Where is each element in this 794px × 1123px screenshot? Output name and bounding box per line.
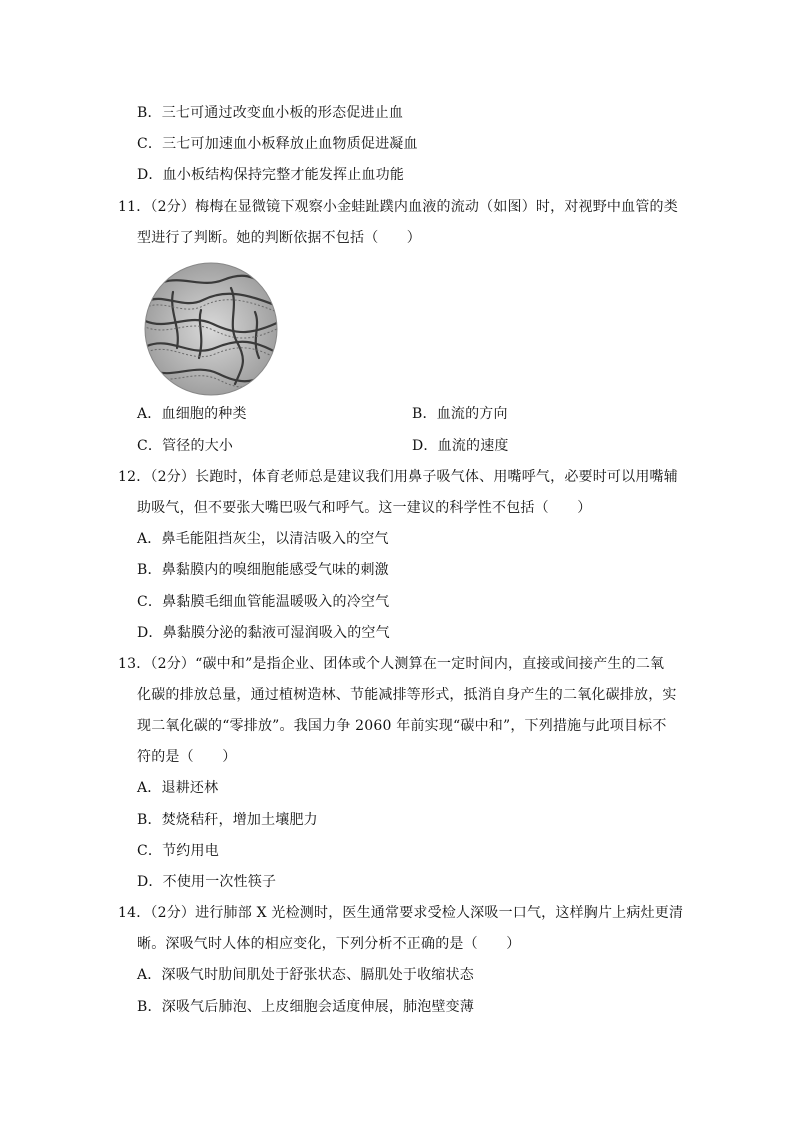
q11-option-a: A．血细胞的种类 <box>137 406 247 422</box>
q11-option-b: B．血流的方向 <box>412 406 508 422</box>
q12-option-b: B．鼻黏膜内的嗅细胞能感受气味的刺激 <box>137 562 389 578</box>
q12-stem-line1: 12．（2分）长跑时，体育老师总是建议我们用鼻子吸气体、用嘴呼气，必要时可以用嘴辅 <box>118 469 678 485</box>
q11-stem-line1: 11．（2分）梅梅在显微镜下观察小金蛙趾蹼内血液的流动（如图）时，对视野中血管的类 <box>118 199 678 215</box>
q14-stem-line2: 晰。深吸气时人体的相应变化，下列分析不正确的是（ ） <box>137 936 521 952</box>
q12-option-d: D．鼻黏膜分泌的黏液可湿润吸入的空气 <box>137 625 390 641</box>
q12-option-c: C．鼻黏膜毛细血管能温暖吸入的冷空气 <box>137 594 390 610</box>
q10-option-d: D．血小板结构保持完整才能发挥止血功能 <box>137 167 405 183</box>
q14-option-a: A．深吸气时肋间肌处于舒张状态、膈肌处于收缩状态 <box>137 967 474 983</box>
q10-option-b: B．三七可通过改变血小板的形态促进止血 <box>137 105 404 121</box>
q12-stem-line2: 助吸气，但不要张大嘴巴吸气和呼气。这一建议的科学性不包括（ ） <box>137 500 592 516</box>
q11-option-c: C．管径的大小 <box>137 438 234 454</box>
q13-stem-line3: 现二氧化碳的“零排放”。我国力争 2060 年前实现“碳中和”，下列措施与此项目标不 <box>137 718 667 734</box>
q10-option-c: C．三七可加速血小板释放止血物质促进凝血 <box>137 136 418 152</box>
q13-option-d: D．不使用一次性筷子 <box>137 874 277 890</box>
q13-stem-line4: 符的是（ ） <box>137 749 237 765</box>
q13-option-c: C．节约用电 <box>137 843 219 859</box>
q11-stem-line2: 型进行了判断。她的判断依据不包括（ ） <box>137 230 421 246</box>
q14-option-b: B．深吸气后肺泡、上皮细胞会适度伸展，肺泡壁变薄 <box>137 999 475 1015</box>
q11-option-d: D．血流的速度 <box>412 438 509 454</box>
microscope-field-image <box>143 262 279 396</box>
q13-stem-line2: 化碳的排放总量，通过植树造林、节能减排等形式，抵消自身产生的二氧化碳排放，实 <box>137 687 677 703</box>
q13-option-b: B．焚烧秸秆，增加土壤肥力 <box>137 812 318 828</box>
q13-option-a: A．退耕还林 <box>137 780 219 796</box>
q13-stem-line1: 13．（2分）“碳中和”是指企业、团体或个人测算在一定时间内，直接或间接产生的二氧 <box>118 656 665 672</box>
q12-option-a: A．鼻毛能阻挡灰尘，以清洁吸入的空气 <box>137 531 389 547</box>
q14-stem-line1: 14．（2分）进行肺部 X 光检测时，医生通常要求受检人深吸一口气，这样胸片上病灶更清 <box>118 905 684 921</box>
